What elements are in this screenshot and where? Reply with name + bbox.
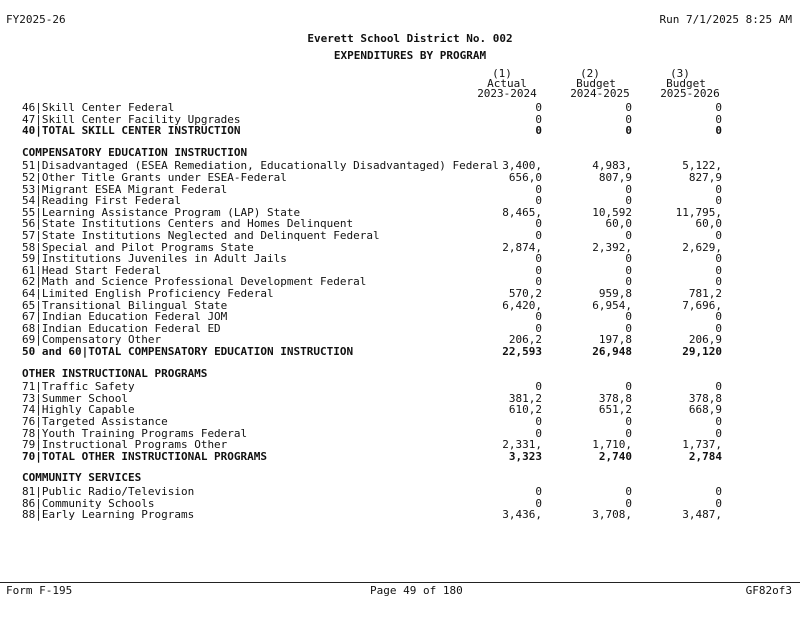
amount-cell: 10,592 (592, 205, 632, 219)
program-label: 86|Community Schools (22, 496, 155, 510)
amount-cell: 206,9 (688, 333, 722, 347)
program-code: 67 (22, 310, 36, 324)
amount-cell: 0 (535, 310, 542, 324)
program-code: 53 (22, 182, 36, 196)
program-code: 51 (22, 159, 36, 173)
amount-cell: 0 (715, 415, 722, 428)
amount-cell: 1,710, (592, 438, 632, 452)
fiscal-year-label: FY2025-26 (6, 13, 66, 26)
program-description: TOTAL COMPENSATORY EDUCATION INSTRUCTION (88, 345, 354, 358)
program-label: 40|TOTAL SKILL CENTER INSTRUCTION (22, 124, 241, 138)
amount-cell: 0 (535, 124, 542, 138)
program-description: TOTAL SKILL CENTER INSTRUCTION (41, 124, 241, 138)
table-row (0, 427, 800, 439)
total-row (0, 124, 800, 136)
amount-cell: 0 (625, 426, 632, 440)
amount-cell: 8,465, (502, 205, 542, 219)
amount-cell: 378,8 (688, 391, 722, 405)
program-label: 73|Summer School (22, 391, 128, 405)
amount-cell: 0 (535, 252, 542, 266)
amount-cell: 60,0 (695, 217, 722, 231)
column-number: (2) (580, 67, 600, 80)
program-code: 46 (22, 101, 36, 114)
table-row (0, 206, 800, 218)
amount-cell: 6,420, (502, 298, 542, 312)
program-code: 50 and 60 (22, 345, 82, 358)
table-row (0, 497, 800, 509)
amount-cell: 827,9 (688, 171, 722, 184)
amount-cell: 3,400, (502, 159, 542, 173)
program-description: Highly Capable (41, 403, 135, 417)
column-years: 2024-2025 (570, 88, 630, 100)
program-label: 53|Migrant ESEA Migrant Federal (22, 182, 228, 196)
program-description: Skill Center Federal (41, 101, 175, 114)
table-row (0, 194, 800, 206)
program-description: Indian Education Federal ED (41, 321, 221, 335)
section-title: OTHER INSTRUCTIONAL PROGRAMS (22, 366, 208, 380)
run-date-label: Run 7/1/2025 8:25 AM (659, 13, 792, 26)
amount-cell: 0 (625, 321, 632, 335)
table-row (0, 264, 800, 276)
amount-cell: 0 (625, 496, 632, 510)
amount-cell: 0 (535, 426, 542, 440)
program-code: 52 (22, 171, 36, 184)
program-description: Limited English Proficiency Federal (41, 287, 274, 300)
column-number: (1) (492, 67, 512, 80)
amount-cell: 0 (625, 101, 632, 114)
amount-cell: 0 (715, 182, 722, 196)
amount-cell: 656,0 (508, 171, 542, 184)
program-code: 65 (22, 298, 36, 312)
amount-cell: 0 (625, 485, 632, 498)
column-years: 2023-2024 (477, 88, 537, 100)
table-row (0, 299, 800, 311)
table-row (0, 333, 800, 345)
amount-cell: 0 (535, 321, 542, 335)
amount-cell: 0 (625, 275, 632, 289)
report-title: EXPENDITURES BY PROGRAM (333, 49, 487, 62)
amount-cell: 0 (625, 263, 632, 277)
amount-cell: 29,120 (682, 345, 722, 358)
table-row (0, 403, 800, 415)
program-description: Other Title Grants under ESEA-Federal (41, 171, 287, 184)
program-description: Special and Pilot Programs State (41, 240, 254, 254)
program-code: 73 (22, 391, 36, 405)
amount-cell: 3,323 (508, 449, 542, 463)
program-code: 68 (22, 321, 36, 335)
amount-cell: 0 (715, 101, 722, 114)
program-label: 64|Limited English Proficiency Federal (22, 287, 274, 300)
amount-cell: 2,331, (502, 438, 542, 452)
amount-cell: 206,2 (508, 333, 542, 347)
program-description: Youth Training Programs Federal (41, 426, 248, 440)
program-label: 74|Highly Capable (22, 403, 135, 417)
program-description: Migrant ESEA Migrant Federal (41, 182, 228, 196)
amount-cell: 0 (715, 321, 722, 335)
program-code: 58 (22, 240, 36, 254)
table-row (0, 287, 800, 299)
program-label: 58|Special and Pilot Programs State (22, 240, 254, 254)
program-description: Skill Center Facility Upgrades (41, 112, 241, 126)
amount-cell: 0 (625, 380, 632, 394)
program-description: Transitional Bilingual State (41, 298, 228, 312)
program-label: 71|Traffic Safety (22, 380, 135, 394)
section-title: COMPENSATORY EDUCATION INSTRUCTION (22, 145, 248, 159)
program-label: 81|Public Radio/Television (22, 485, 195, 498)
program-code: 71 (22, 380, 36, 394)
amount-cell: 0 (535, 217, 542, 231)
amount-cell: 26,948 (592, 345, 632, 358)
amount-cell: 2,784 (688, 449, 722, 463)
program-description: Community Schools (41, 496, 155, 510)
amount-cell: 22,593 (502, 345, 542, 358)
amount-cell: 2,740 (598, 449, 632, 463)
table-row (0, 322, 800, 334)
amount-cell: 0 (535, 380, 542, 394)
program-code: 55 (22, 205, 36, 219)
program-label: 62|Math and Science Professional Development Federal (22, 275, 367, 289)
amount-cell: 3,708, (592, 508, 632, 522)
program-description: Math and Science Professional Development Federal (41, 275, 367, 289)
program-description: Summer School (41, 391, 128, 405)
amount-cell: 4,983, (592, 159, 632, 173)
program-label: 65|Transitional Bilingual State (22, 298, 228, 312)
table-row (0, 415, 800, 427)
amount-cell: 0 (715, 124, 722, 138)
amount-cell: 0 (715, 275, 722, 289)
program-code: 57 (22, 229, 36, 242)
amount-cell: 3,487, (682, 508, 722, 522)
program-label: 57|State Institutions Neglected and Delinquent Federal (22, 229, 380, 242)
amount-cell: 5,122, (682, 159, 722, 173)
program-description: Instructional Programs Other (41, 438, 228, 452)
program-description: Indian Education Federal JOM (41, 310, 228, 324)
amount-cell: 2,392, (592, 240, 632, 254)
program-description: Learning Assistance Program (LAP) State (41, 205, 301, 219)
amount-cell: 959,8 (598, 287, 632, 300)
program-description: Compensatory Other (41, 333, 162, 347)
program-code: 61 (22, 263, 36, 277)
program-label: 69|Compensatory Other (22, 333, 162, 347)
amount-cell: 3,436, (502, 508, 542, 522)
table-row (0, 113, 800, 125)
program-code: 54 (22, 194, 36, 208)
amount-cell: 0 (715, 380, 722, 394)
program-code: 74 (22, 403, 36, 417)
amount-cell: 0 (625, 252, 632, 266)
program-label: 52|Other Title Grants under ESEA-Federal (22, 171, 287, 184)
amount-cell: 0 (535, 112, 542, 126)
form-code: GF82of3 (745, 584, 792, 597)
amount-cell: 0 (625, 124, 632, 138)
table-row (0, 171, 800, 183)
program-label: 68|Indian Education Federal ED (22, 321, 221, 335)
form-number: Form F-195 (6, 584, 73, 597)
table-row (0, 217, 800, 229)
program-code: 47 (22, 112, 36, 126)
program-description: Institutions Juveniles in Adult Jails (41, 252, 287, 266)
program-description: Targeted Assistance (41, 415, 168, 428)
total-row (0, 345, 800, 357)
amount-cell: 6,954, (592, 298, 632, 312)
program-label: 46|Skill Center Federal (22, 101, 175, 114)
program-label: 56|State Institutions Centers and Homes Delinquent (22, 217, 354, 231)
program-label: 54|Reading First Federal (22, 194, 181, 208)
table-row (0, 508, 800, 520)
amount-cell: 11,795, (675, 205, 722, 219)
amount-cell: 1,737, (682, 438, 722, 452)
program-label: 51|Disadvantaged (ESEA Remediation, Educationally Disadvantaged) Federal (22, 159, 499, 173)
footer-divider (0, 582, 800, 583)
amount-cell: 0 (715, 485, 722, 498)
program-code: 40 (22, 124, 36, 138)
table-row (0, 275, 800, 287)
program-code: 88 (22, 508, 36, 522)
amount-cell: 570,2 (508, 287, 542, 300)
program-code: 62 (22, 275, 36, 289)
amount-cell: 0 (535, 182, 542, 196)
program-label: 67|Indian Education Federal JOM (22, 310, 228, 324)
amount-cell: 7,696, (682, 298, 722, 312)
table-row (0, 101, 800, 113)
amount-cell: 0 (535, 229, 542, 242)
program-description: TOTAL OTHER INSTRUCTIONAL PROGRAMS (41, 449, 268, 463)
amount-cell: 0 (715, 426, 722, 440)
table-row (0, 392, 800, 404)
amount-cell: 668,9 (688, 403, 722, 417)
amount-cell: 0 (625, 194, 632, 208)
program-code: 56 (22, 217, 36, 231)
amount-cell: 60,0 (605, 217, 632, 231)
amount-cell: 2,874, (502, 240, 542, 254)
program-label: 61|Head Start Federal (22, 263, 162, 277)
amount-cell: 0 (715, 229, 722, 242)
table-row (0, 241, 800, 253)
program-code: 69 (22, 333, 36, 347)
program-description: State Institutions Neglected and Delinquent Federal (41, 229, 380, 242)
column-years: 2025-2026 (660, 88, 720, 100)
amount-cell: 381,2 (508, 391, 542, 405)
amount-cell: 0 (535, 263, 542, 277)
table-row (0, 310, 800, 322)
amount-cell: 0 (715, 263, 722, 277)
program-code: 70 (22, 449, 36, 463)
program-description: Reading First Federal (41, 194, 181, 208)
table-row (0, 252, 800, 264)
amount-cell: 0 (535, 485, 542, 498)
column-name: Budget (576, 77, 616, 90)
program-code: 78 (22, 426, 36, 440)
table-row (0, 183, 800, 195)
table-row (0, 380, 800, 392)
amount-cell: 197,8 (598, 333, 632, 347)
amount-cell: 378,8 (598, 391, 632, 405)
amount-cell: 0 (535, 496, 542, 510)
amount-cell: 0 (535, 194, 542, 208)
column-name: Actual (487, 77, 527, 90)
program-label: 47|Skill Center Facility Upgrades (22, 112, 241, 126)
program-label: 78|Youth Training Programs Federal (22, 426, 248, 440)
column-number: (3) (670, 67, 690, 80)
column-name: Budget (666, 77, 706, 90)
amount-cell: 2,629, (682, 240, 722, 254)
amount-cell: 651,2 (598, 403, 632, 417)
amount-cell: 807,9 (598, 171, 632, 184)
amount-cell: 0 (625, 229, 632, 242)
program-label: 50 and 60|TOTAL COMPENSATORY EDUCATION INSTRUCTION (22, 345, 354, 358)
amount-cell: 0 (715, 252, 722, 266)
amount-cell: 0 (715, 112, 722, 126)
page-number: Page 49 of 180 (370, 584, 463, 597)
program-description: Head Start Federal (41, 263, 162, 277)
table-row (0, 485, 800, 497)
district-name: Everett School District No. 002 (307, 32, 513, 45)
program-label: 76|Targeted Assistance (22, 415, 168, 428)
program-code: 59 (22, 252, 36, 266)
amount-cell: 0 (715, 194, 722, 208)
program-label: 88|Early Learning Programs (22, 508, 195, 522)
total-row (0, 450, 800, 462)
program-label: 59|Institutions Juveniles in Adult Jails (22, 252, 287, 266)
amount-cell: 610,2 (508, 403, 542, 417)
table-row (0, 438, 800, 450)
program-description: Public Radio/Television (41, 485, 195, 498)
program-code: 86 (22, 496, 36, 510)
program-code: 81 (22, 485, 36, 498)
program-label: 55|Learning Assistance Program (LAP) State (22, 205, 301, 219)
program-description: Traffic Safety (41, 380, 135, 394)
program-label: 70|TOTAL OTHER INSTRUCTIONAL PROGRAMS (22, 449, 268, 463)
program-code: 79 (22, 438, 36, 452)
program-code: 76 (22, 415, 36, 428)
amount-cell: 0 (535, 275, 542, 289)
amount-cell: 0 (715, 310, 722, 324)
amount-cell: 0 (625, 112, 632, 126)
table-row (0, 229, 800, 241)
amount-cell: 0 (535, 415, 542, 428)
program-label: 79|Instructional Programs Other (22, 438, 228, 452)
amount-cell: 0 (535, 101, 542, 114)
program-description: Disadvantaged (ESEA Remediation, Educationally Disadvantaged) Federal (41, 159, 499, 173)
program-code: 64 (22, 287, 36, 300)
table-row (0, 159, 800, 171)
amount-cell: 781,2 (688, 287, 722, 300)
amount-cell: 0 (625, 415, 632, 428)
program-description: State Institutions Centers and Homes Delinquent (41, 217, 354, 231)
amount-cell: 0 (625, 182, 632, 196)
amount-cell: 0 (625, 310, 632, 324)
section-title: COMMUNITY SERVICES (22, 471, 142, 485)
program-description: Early Learning Programs (41, 508, 195, 522)
amount-cell: 0 (715, 496, 722, 510)
